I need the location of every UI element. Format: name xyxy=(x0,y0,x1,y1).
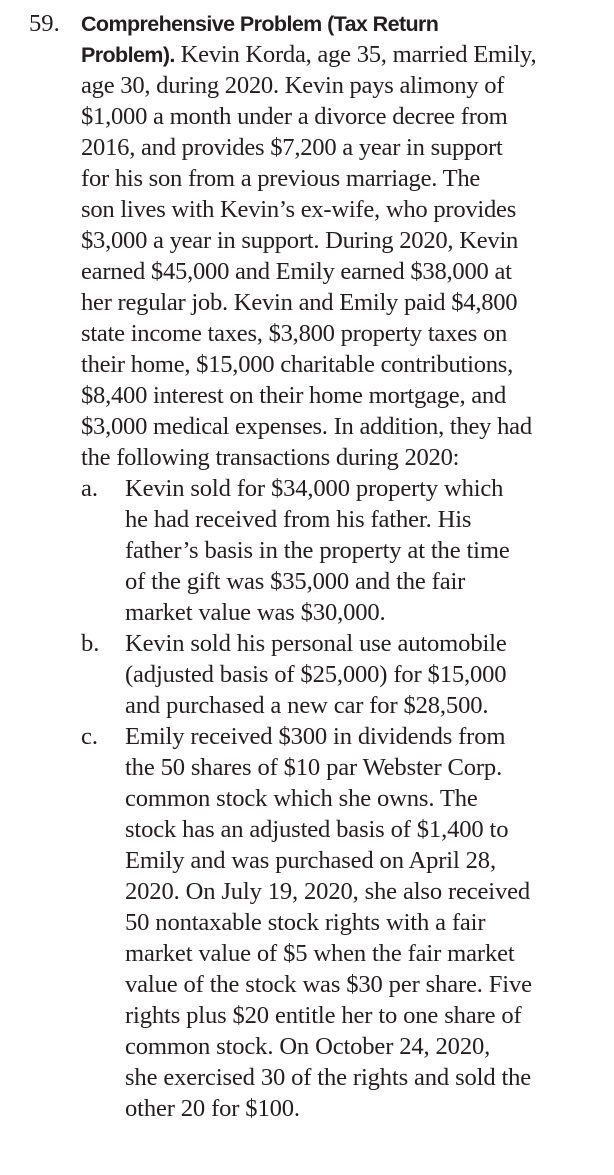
item-c-line: common stock. On October 24, 2020, xyxy=(125,1033,491,1060)
intro-line: $3,000 a year in support. During 2020, Kevin xyxy=(81,227,519,254)
intro-line: $8,400 interest on their home mortgage, and xyxy=(81,382,506,409)
item-b-line: and purchased a new car for $28,500. xyxy=(125,692,489,719)
item-c-line: other 20 for $100. xyxy=(125,1095,300,1122)
item-b-line: Kevin sold his personal use automobile xyxy=(125,630,507,657)
intro-line: her regular job. Kevin and Emily paid $4,800 xyxy=(81,289,518,316)
item-c-line: Emily and was purchased on April 28, xyxy=(125,847,496,874)
item-a-line: market value was $30,000. xyxy=(125,599,386,626)
item-c-letter: c. xyxy=(81,723,99,750)
intro-line: the following transactions during 2020: xyxy=(81,444,460,471)
item-c-line: common stock which she owns. The xyxy=(125,785,478,812)
intro-line: their home, $15,000 charitable contributions, xyxy=(81,351,514,378)
intro-line: son lives with Kevin’s ex-wife, who provides xyxy=(81,196,517,223)
item-c-line: value of the stock was $30 per share. Five xyxy=(125,971,532,998)
item-c-line: rights plus $20 entitle her to one share of xyxy=(125,1002,522,1029)
item-c-line: 50 nontaxable stock rights with a fair xyxy=(125,909,486,936)
item-a-line: he had received from his father. His xyxy=(125,506,472,533)
item-c-line: she exercised 30 of the rights and sold the xyxy=(125,1064,532,1091)
item-b-letter: b. xyxy=(81,630,100,657)
item-c-line: 2020. On July 19, 2020, she also received xyxy=(125,878,531,905)
item-c-line: market value of $5 when the fair market xyxy=(125,940,515,967)
intro-text: Kevin Korda, age 35, married Emily, xyxy=(174,41,537,68)
intro-line: earned $45,000 and Emily earned $38,000 at xyxy=(81,258,512,285)
problem-number: 59. xyxy=(29,10,60,37)
problem-title-part-1: Comprehensive Problem (Tax Return xyxy=(81,12,439,36)
intro-line: for his son from a previous marriage. The xyxy=(81,165,481,192)
item-a-letter: a. xyxy=(81,475,99,502)
item-c-line: Emily received $300 in dividends from xyxy=(125,723,506,750)
item-a-line: father’s basis in the property at the time xyxy=(125,537,510,564)
intro-line: state income taxes, $3,800 property taxes on xyxy=(81,320,508,347)
item-a-line: Kevin sold for $34,000 property which xyxy=(125,475,504,502)
problem-title-part-2: Problem). xyxy=(81,43,175,67)
item-a-line: of the gift was $35,000 and the fair xyxy=(125,568,466,595)
item-c-line: stock has an adjusted basis of $1,400 to xyxy=(125,816,509,843)
item-b-line: (adjusted basis of $25,000) for $15,000 xyxy=(125,661,507,688)
intro-line: 2016, and provides $7,200 a year in support xyxy=(81,134,503,161)
problem-intro-line-1 xyxy=(81,39,536,71)
problem-title-line-1 xyxy=(81,8,438,40)
intro-line: age 30, during 2020. Kevin pays alimony of xyxy=(81,72,505,99)
intro-line: $1,000 a month under a divorce decree from xyxy=(81,103,508,130)
intro-line: $3,000 medical expenses. In addition, they had xyxy=(81,413,532,440)
item-c-line: the 50 shares of $10 par Webster Corp. xyxy=(125,754,503,781)
